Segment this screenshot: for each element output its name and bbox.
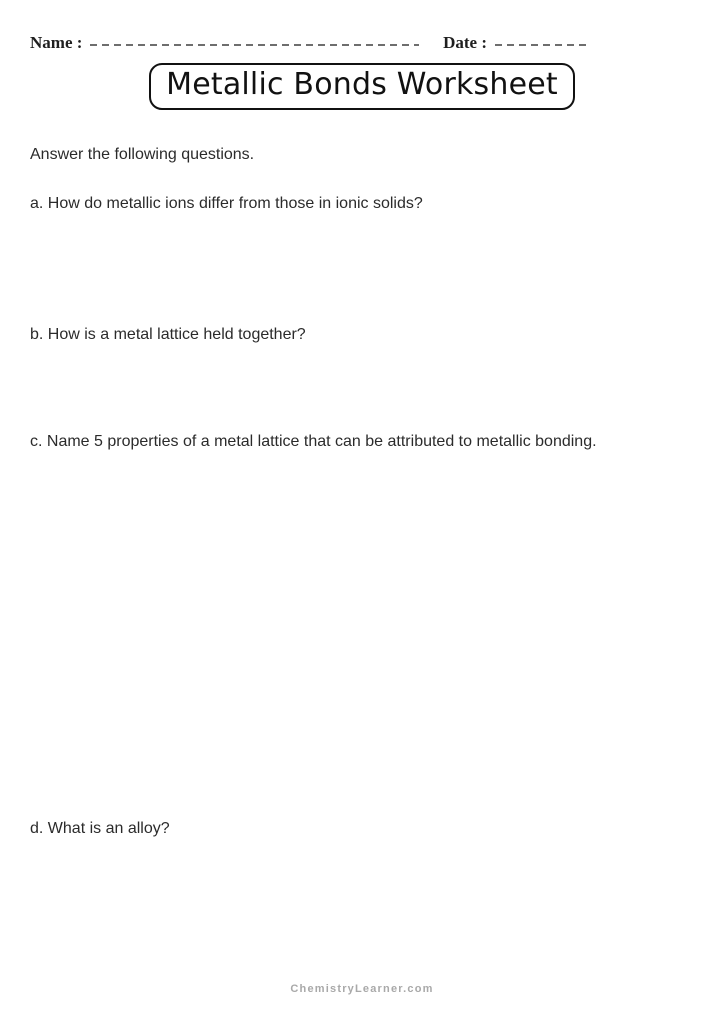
name-label: Name : — [30, 33, 83, 52]
question-b: b. How is a metal lattice held together? — [30, 326, 306, 343]
name-date-header — [0, 0, 724, 53]
question-d: d. What is an alloy? — [30, 820, 170, 837]
worksheet-title: Metallic Bonds Worksheet — [149, 63, 575, 110]
date-label: Date : — [443, 33, 487, 52]
intro-text: Answer the following questions. — [30, 146, 255, 163]
worksheet-body — [0, 145, 724, 838]
footer-brand: ChemistryLearner.com — [290, 983, 434, 995]
name-fill-line — [90, 44, 419, 46]
question-c: c. Name 5 properties of a metal lattice that can be attributed to metallic bonding. — [30, 433, 597, 450]
title-container — [0, 63, 724, 110]
date-fill-line — [495, 44, 587, 46]
question-a: a. How do metallic ions differ from those in ionic solids? — [30, 195, 423, 212]
